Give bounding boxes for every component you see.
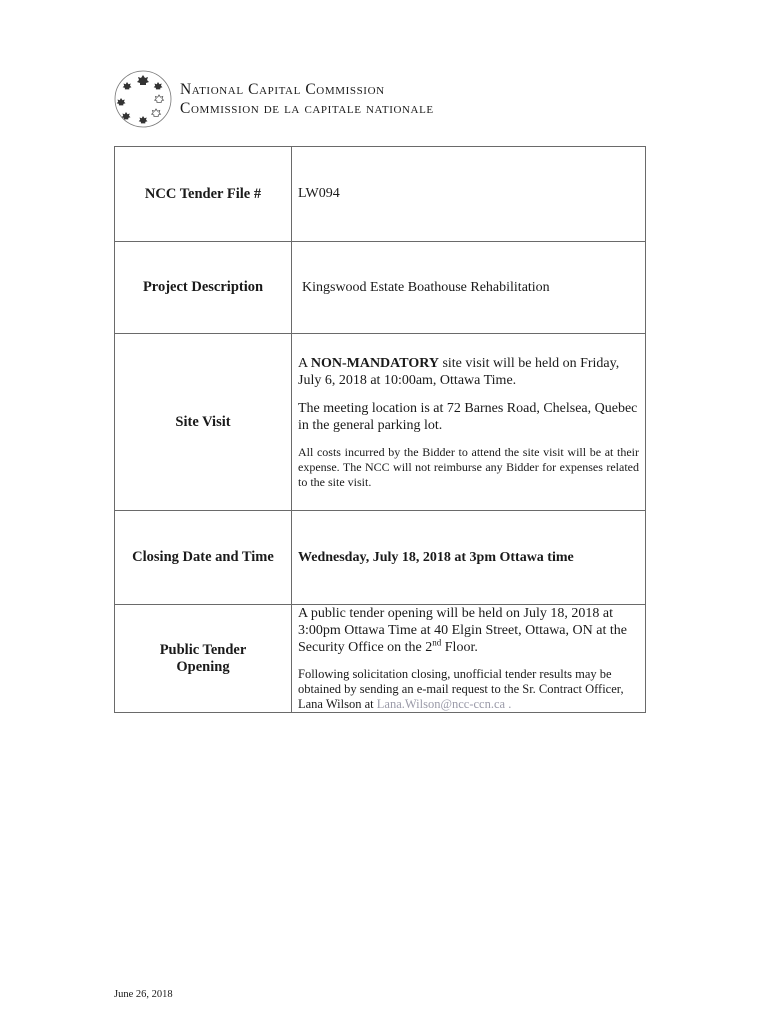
site-visit-label: Site Visit (115, 334, 292, 511)
site-visit-paragraph-2: The meeting location is at 72 Barnes Road, Chelsea, Quebec in the general parking lot. (298, 400, 638, 433)
row-public-opening (115, 605, 646, 713)
closing-date-label: Closing Date and Time (115, 511, 292, 605)
ncc-logo-icon (113, 69, 173, 129)
public-opening-paragraph-1: A public tender opening will be held on July 18, 2018 at 3:00pm Ottawa Time at 40 Elgin Street, Ottawa, ON at the Security Office on the 2nd Floor. (298, 606, 627, 655)
site-visit-paragraph-1: A NON-MANDATORY site visit will be held on Friday, July 6, 2018 at 10:00am, Ottawa Time. (298, 355, 620, 388)
row-project-description (115, 242, 646, 334)
public-opening-label: Public Tender Opening (115, 605, 292, 713)
project-description-label: Project Description (115, 242, 292, 334)
row-site-visit (115, 334, 646, 511)
row-tender-file (115, 147, 646, 242)
contact-email-link[interactable]: Lana.Wilson@ncc-ccn.ca (376, 697, 506, 711)
organization-name (180, 80, 434, 118)
site-visit-details (292, 334, 646, 511)
project-description-value: Kingswood Estate Boathouse Rehabilitation (292, 242, 646, 334)
non-mandatory-emphasis: NON-MANDATORY (310, 355, 439, 371)
org-name-french: Commission de la capitale nationale (180, 100, 434, 117)
document-date: June 26, 2018 (114, 989, 173, 1000)
tender-file-label: NCC Tender File # (115, 147, 292, 242)
public-opening-paragraph-2: Following solicitation closing, unofficial tender results may be obtained by sending an e-mail request to the Sr. Contract Officer, Lana Wilson at Lana.Wilson@ncc-ccn.ca . (298, 667, 624, 711)
public-opening-details (292, 605, 646, 713)
tender-info-table (114, 146, 646, 713)
closing-date-value: Wednesday, July 18, 2018 at 3pm Ottawa time (292, 511, 646, 605)
row-closing-date (115, 511, 646, 605)
site-visit-paragraph-3: All costs incurred by the Bidder to attend the site visit will be at their expense. The NCC will not reimburse any Bidder for expenses related to the site visit. (298, 444, 639, 489)
org-name-english: National Capital Commission (180, 81, 385, 98)
tender-file-value: LW094 (292, 147, 646, 242)
